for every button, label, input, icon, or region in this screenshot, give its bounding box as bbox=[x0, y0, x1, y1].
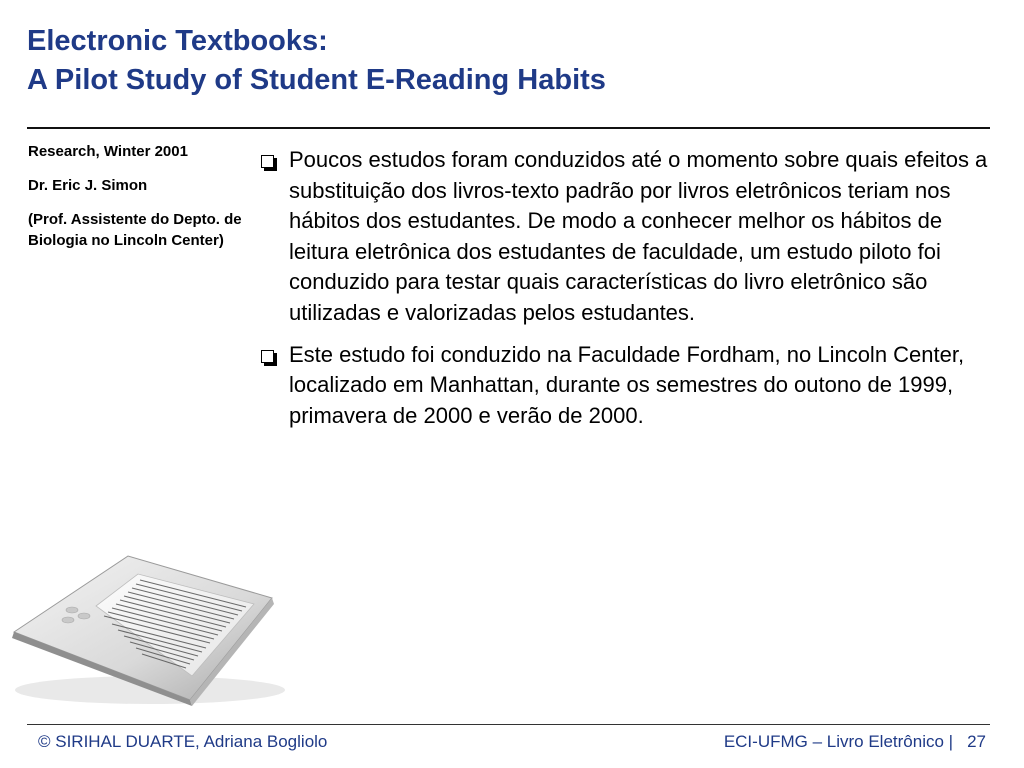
bullet-text: Este estudo foi conduzido na Faculdade Fordham, no Lincoln Center, localizado em Manhattan, durante os semestres do outono de 1999, primavera de 2000 e verão de 2000. bbox=[289, 341, 965, 428]
e-reader-icon bbox=[10, 550, 300, 710]
footer-divider bbox=[27, 724, 990, 725]
content-area bbox=[259, 145, 989, 442]
footer-copyright: © SIRIHAL DUARTE, Adriana Bogliolo bbox=[38, 732, 328, 751]
source-text: Research, Winter 2001 bbox=[28, 143, 188, 160]
page-number: 27 bbox=[967, 732, 986, 751]
bullet-item bbox=[259, 340, 989, 432]
title-line-2: A Pilot Study of Student E-Reading Habits bbox=[27, 64, 606, 96]
sidebar bbox=[28, 141, 250, 264]
bullet-text: Poucos estudos foram conduzidos até o momento sobre quais efeitos a substituição dos livros-texto padrão por livros eletrônicos teriam nos hábitos dos estudantes. De modo a conhecer melhor os hábitos de leitura eletrônica dos estudantes de faculdade, um estudo piloto foi conduzido para testar quais características do livro eletrônico são utilizadas e valorizadas pelos estudantes. bbox=[289, 147, 988, 325]
title-divider bbox=[27, 127, 990, 129]
slide-title bbox=[27, 22, 987, 100]
checkbox-bullet-icon bbox=[261, 155, 274, 168]
affiliation-text: (Prof. Assistente do Depto. de Biologia no Lincoln Center) bbox=[28, 211, 242, 249]
footer-right bbox=[724, 732, 986, 752]
checkbox-bullet-icon bbox=[261, 350, 274, 363]
title-line-1: Electronic Textbooks: bbox=[27, 25, 328, 57]
bullet-item bbox=[259, 145, 989, 329]
author-text: Dr. Eric J. Simon bbox=[28, 177, 148, 194]
footer-course-label: ECI-UFMG – Livro Eletrônico | bbox=[723, 732, 954, 751]
